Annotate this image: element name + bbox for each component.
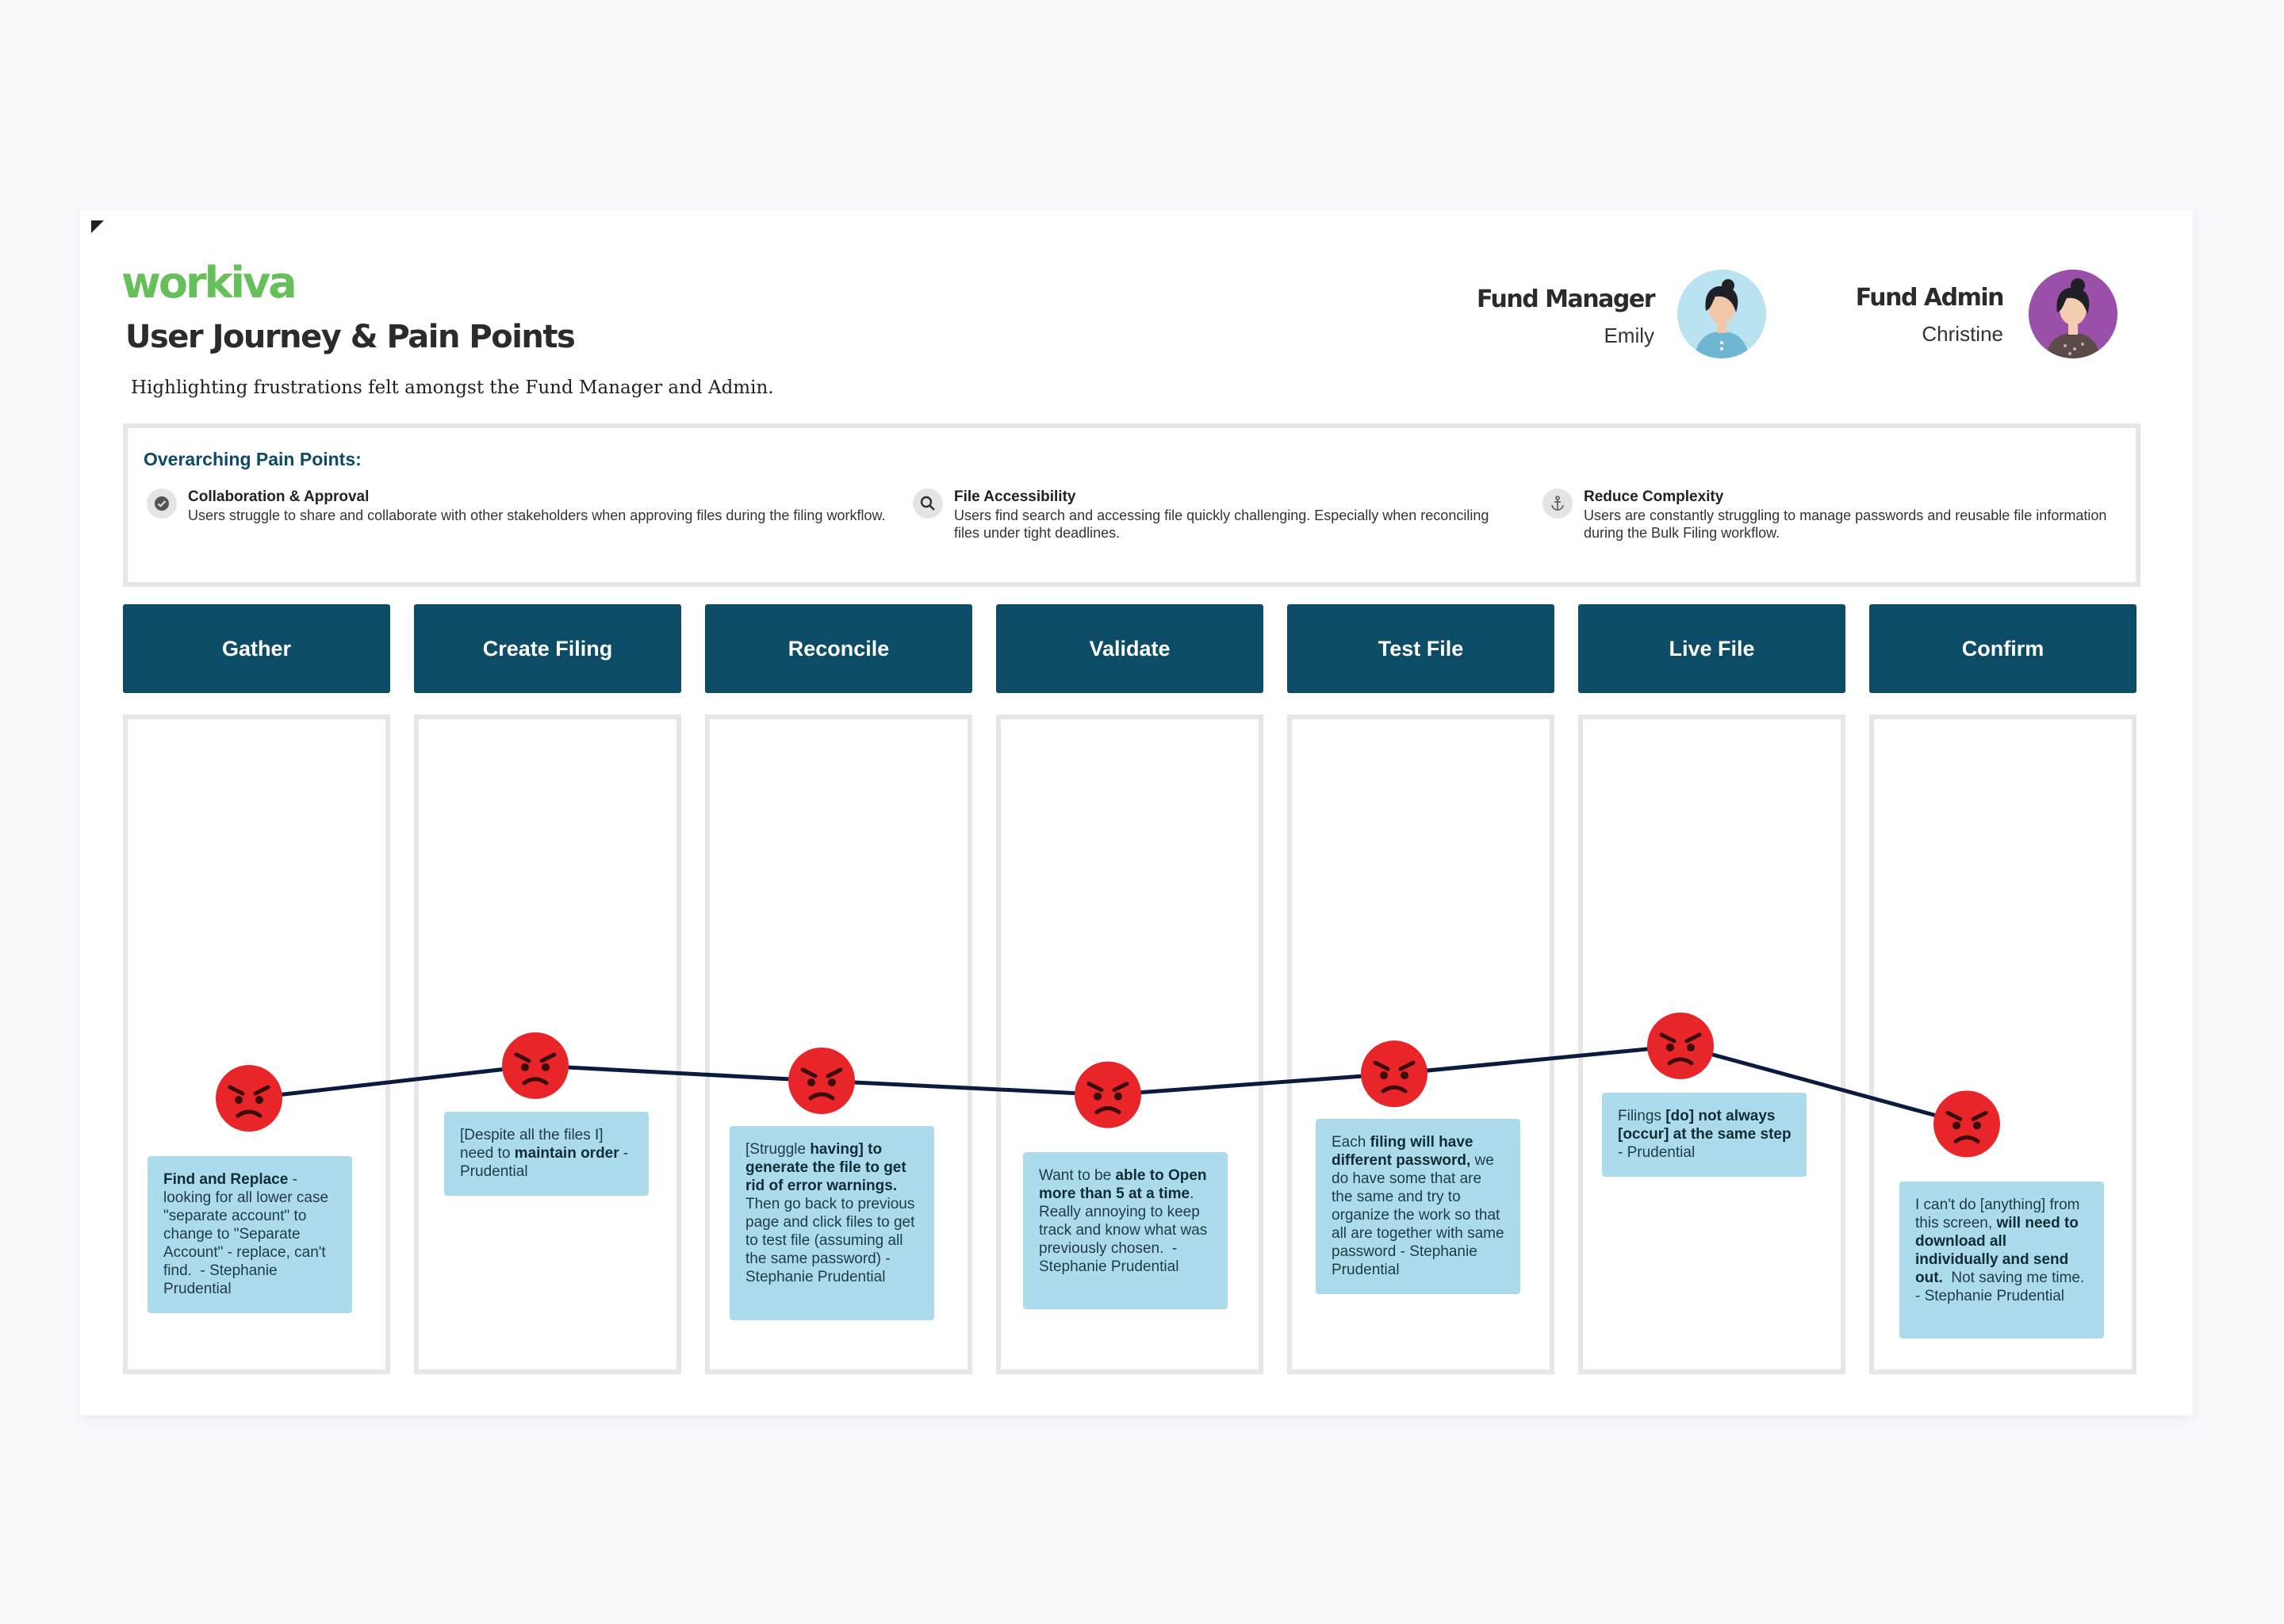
pain-point-title: File Accessibility xyxy=(954,488,1076,505)
persona-role-fund-manager: Fund Manager xyxy=(1477,285,1654,313)
angry-face-icon xyxy=(1075,1062,1141,1128)
persona-role-fund-admin: Fund Admin xyxy=(1855,284,2003,312)
stage-header-confirm: Confirm xyxy=(1869,604,2136,693)
angry-face-icon xyxy=(788,1048,855,1114)
stage-header-reconcile: Reconcile xyxy=(705,604,972,693)
pain-point-description: Users struggle to share and collaborate with other stakeholders when approving files during the filing workflow. xyxy=(188,508,886,523)
page-subtitle: Highlighting frustrations felt amongst the Fund Manager and Admin. xyxy=(131,377,774,398)
stage-header-live-file: Live File xyxy=(1578,604,1845,693)
quote-note-create-filing: [Despite all the files I] need to maintain order - Prudential xyxy=(444,1112,649,1196)
workiva-logo: workiva xyxy=(121,258,295,308)
pain-point-title: Reduce Complexity xyxy=(1584,488,1724,505)
page-title: User Journey & Pain Points xyxy=(125,319,575,355)
stage-header-validate: Validate xyxy=(996,604,1263,693)
quote-note-test-file: Each filing will have different password, we do have some that are the same and try to organize the work so that all are together with same password - Stephanie Prudential xyxy=(1316,1119,1520,1294)
persona-name-christine: Christine xyxy=(1922,322,2003,346)
quote-note-live-file: Filings [do] not always [occur] at the same step - Prudential xyxy=(1602,1093,1807,1177)
stage-header-create-filing: Create Filing xyxy=(414,604,681,693)
pain-point-description: Users are constantly struggling to manage passwords and reusable file information during the Bulk Filing workflow. xyxy=(1584,508,2107,541)
quote-note-confirm: I can't do [anything] from this screen, will need to download all individually and send out. Not saving me time. - Stephanie Prudential xyxy=(1899,1182,2104,1339)
pain-point-description: Users find search and accessing file quickly challenging. Especially when reconciling files under tight deadlines. xyxy=(954,508,1489,541)
pain-point-title: Collaboration & Approval xyxy=(188,488,370,505)
angry-face-icon xyxy=(502,1032,569,1099)
quote-note-reconcile: [Struggle having] to generate the file to get rid of error warnings. Then go back to previous page and click files to get to test file (assuming all the same password) - Stephanie Prudential xyxy=(730,1126,934,1320)
angry-face-icon xyxy=(1647,1013,1714,1079)
angry-face-icon xyxy=(216,1065,282,1132)
stage-header-gather: Gather xyxy=(123,604,390,693)
quote-note-gather: Find and Replace - looking for all lower case "separate account" to change to "Separate Account" - replace, can't find. - Stephanie Prudential xyxy=(148,1156,352,1313)
quote-note-validate: Want to be able to Open more than 5 at a time. Really annoying to keep track and know what was previously chosen. - Stephanie Prudential xyxy=(1023,1152,1228,1309)
stage-header-test-file: Test File xyxy=(1287,604,1554,693)
pain-points-heading: Overarching Pain Points: xyxy=(144,449,362,469)
persona-name-emily: Emily xyxy=(1604,324,1654,347)
angry-face-icon xyxy=(1933,1090,2000,1157)
angry-face-icon xyxy=(1361,1040,1428,1107)
